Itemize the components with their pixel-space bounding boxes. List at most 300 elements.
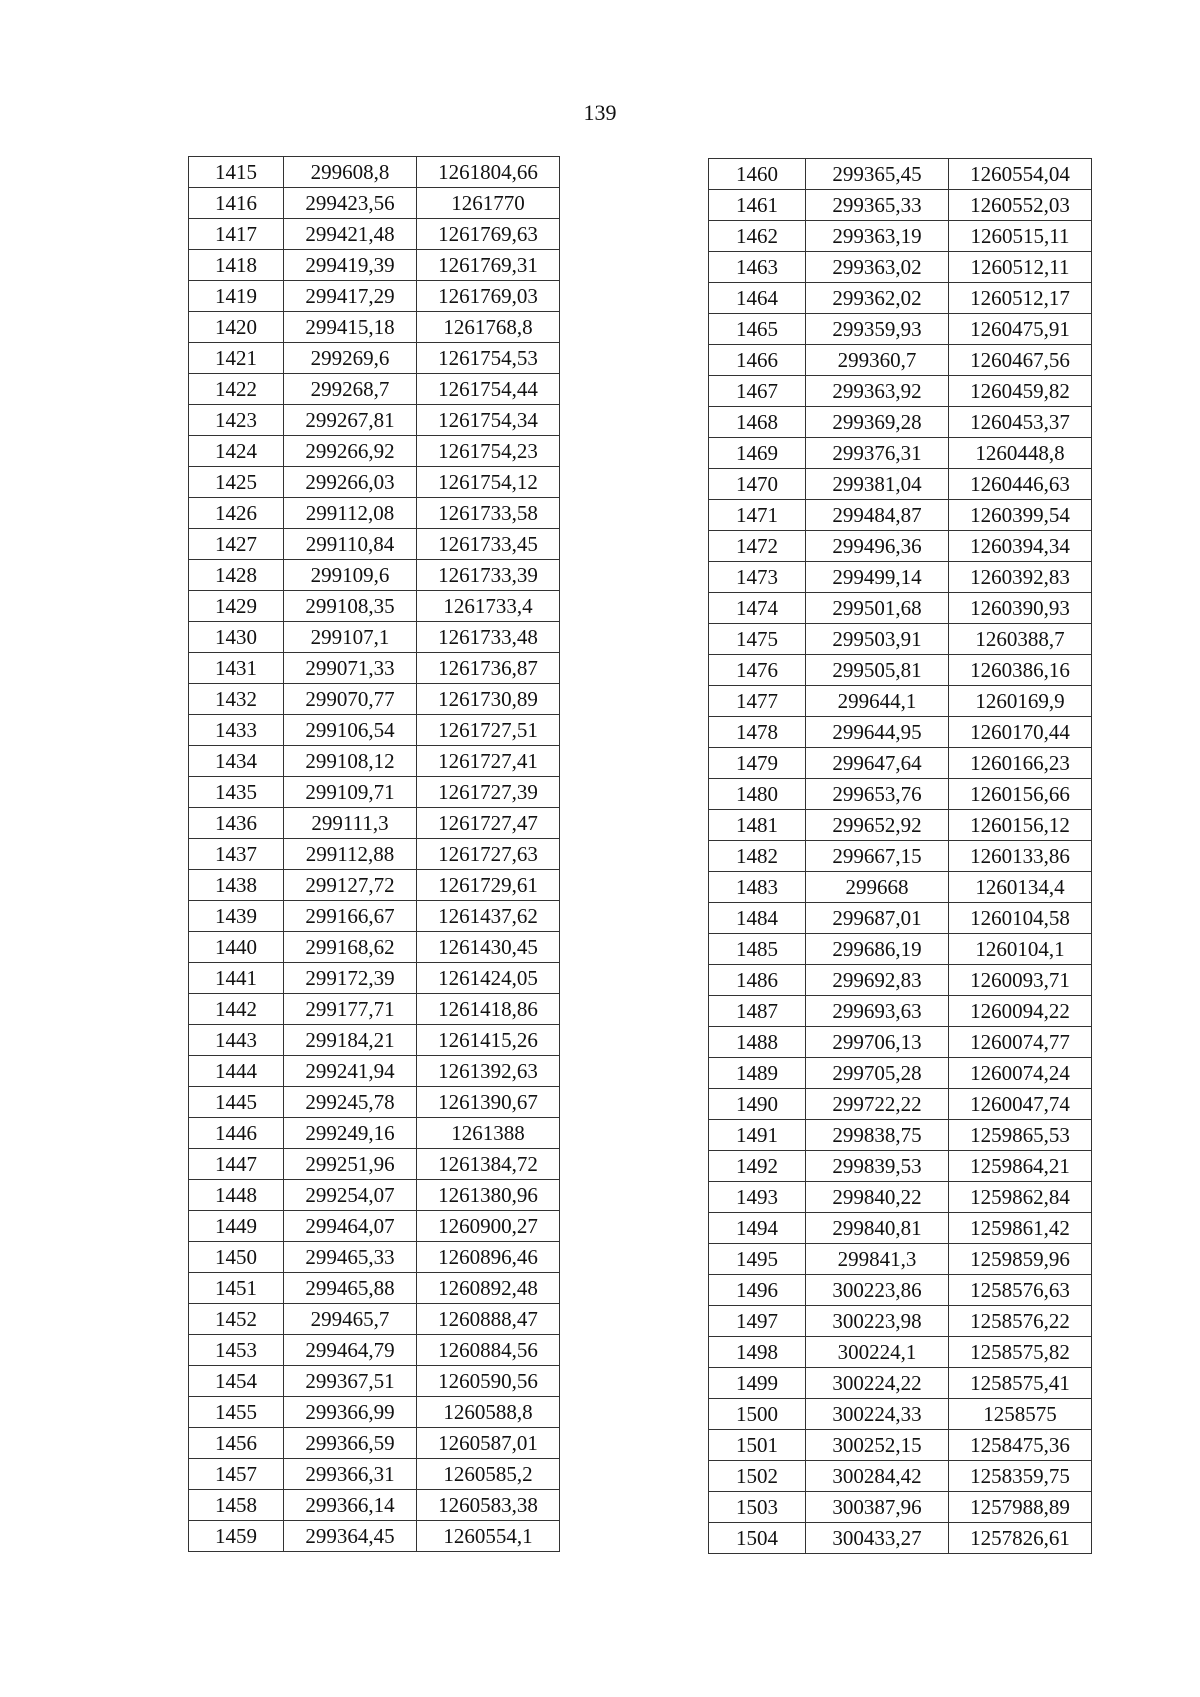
point-number-cell: 1439 <box>189 901 284 932</box>
x-coordinate-cell: 299505,81 <box>806 655 949 686</box>
y-coordinate-cell: 1260552,03 <box>949 190 1092 221</box>
point-number-cell: 1500 <box>709 1399 806 1430</box>
x-coordinate-cell: 299464,07 <box>284 1211 417 1242</box>
x-coordinate-cell: 300224,33 <box>806 1399 949 1430</box>
table-row <box>709 1523 1092 1554</box>
x-coordinate-cell: 299108,12 <box>284 746 417 777</box>
y-coordinate-cell: 1260388,7 <box>949 624 1092 655</box>
x-coordinate-cell: 299839,53 <box>806 1151 949 1182</box>
y-coordinate-cell: 1260093,71 <box>949 965 1092 996</box>
point-number-cell: 1447 <box>189 1149 284 1180</box>
x-coordinate-cell: 299465,33 <box>284 1242 417 1273</box>
x-coordinate-cell: 299254,07 <box>284 1180 417 1211</box>
point-number-cell: 1454 <box>189 1366 284 1397</box>
x-coordinate-cell: 299110,84 <box>284 529 417 560</box>
table-row <box>709 562 1092 593</box>
point-number-cell: 1478 <box>709 717 806 748</box>
table-row <box>189 219 560 250</box>
table-row <box>709 283 1092 314</box>
point-number-cell: 1440 <box>189 932 284 963</box>
x-coordinate-cell: 299644,95 <box>806 717 949 748</box>
y-coordinate-cell: 1261754,12 <box>417 467 560 498</box>
y-coordinate-cell: 1260094,22 <box>949 996 1092 1027</box>
table-row <box>709 1399 1092 1430</box>
table-row <box>709 1337 1092 1368</box>
point-number-cell: 1474 <box>709 593 806 624</box>
table-row <box>709 655 1092 686</box>
y-coordinate-cell: 1260583,38 <box>417 1490 560 1521</box>
y-coordinate-cell: 1258475,36 <box>949 1430 1092 1461</box>
y-coordinate-cell: 1261733,39 <box>417 560 560 591</box>
x-coordinate-cell: 299364,45 <box>284 1521 417 1552</box>
point-number-cell: 1418 <box>189 250 284 281</box>
point-number-cell: 1492 <box>709 1151 806 1182</box>
point-number-cell: 1445 <box>189 1087 284 1118</box>
table-row <box>709 686 1092 717</box>
x-coordinate-cell: 300224,22 <box>806 1368 949 1399</box>
y-coordinate-cell: 1261392,63 <box>417 1056 560 1087</box>
y-coordinate-cell: 1260515,11 <box>949 221 1092 252</box>
table-row <box>189 1366 560 1397</box>
point-number-cell: 1419 <box>189 281 284 312</box>
y-coordinate-cell: 1261769,03 <box>417 281 560 312</box>
x-coordinate-cell: 299652,92 <box>806 810 949 841</box>
table-row <box>189 436 560 467</box>
table-row <box>189 281 560 312</box>
table-row <box>189 1149 560 1180</box>
table-row <box>709 717 1092 748</box>
table-row <box>709 996 1092 1027</box>
table-row <box>709 252 1092 283</box>
y-coordinate-cell: 1260134,4 <box>949 872 1092 903</box>
table-row <box>189 1273 560 1304</box>
point-number-cell: 1434 <box>189 746 284 777</box>
y-coordinate-cell: 1260169,9 <box>949 686 1092 717</box>
table-row <box>709 190 1092 221</box>
x-coordinate-cell: 299647,64 <box>806 748 949 779</box>
table-row <box>189 498 560 529</box>
point-number-cell: 1433 <box>189 715 284 746</box>
point-number-cell: 1457 <box>189 1459 284 1490</box>
table-row <box>189 1211 560 1242</box>
table-row <box>709 624 1092 655</box>
y-coordinate-cell: 1260074,24 <box>949 1058 1092 1089</box>
y-coordinate-cell: 1261390,67 <box>417 1087 560 1118</box>
y-coordinate-cell: 1260156,66 <box>949 779 1092 810</box>
table-row <box>189 777 560 808</box>
table-row <box>709 314 1092 345</box>
y-coordinate-cell: 1260399,54 <box>949 500 1092 531</box>
x-coordinate-cell: 299496,36 <box>806 531 949 562</box>
table-row <box>189 1118 560 1149</box>
table-row <box>189 1304 560 1335</box>
table-row <box>189 653 560 684</box>
x-coordinate-cell: 300433,27 <box>806 1523 949 1554</box>
point-number-cell: 1425 <box>189 467 284 498</box>
table-row <box>709 345 1092 376</box>
y-coordinate-cell: 1261754,34 <box>417 405 560 436</box>
x-coordinate-cell: 299366,31 <box>284 1459 417 1490</box>
coordinates-table-right <box>708 158 1092 1554</box>
table-row <box>189 1490 560 1521</box>
x-coordinate-cell: 300284,42 <box>806 1461 949 1492</box>
table-row <box>189 1428 560 1459</box>
y-coordinate-cell: 1261754,23 <box>417 436 560 467</box>
x-coordinate-cell: 299365,33 <box>806 190 949 221</box>
y-coordinate-cell: 1260585,2 <box>417 1459 560 1490</box>
y-coordinate-cell: 1260392,83 <box>949 562 1092 593</box>
table-row <box>189 560 560 591</box>
x-coordinate-cell: 299644,1 <box>806 686 949 717</box>
table-row <box>189 1242 560 1273</box>
x-coordinate-cell: 299376,31 <box>806 438 949 469</box>
point-number-cell: 1467 <box>709 376 806 407</box>
x-coordinate-cell: 299840,81 <box>806 1213 949 1244</box>
table-row <box>189 188 560 219</box>
table-row <box>709 1368 1092 1399</box>
point-number-cell: 1468 <box>709 407 806 438</box>
point-number-cell: 1484 <box>709 903 806 934</box>
y-coordinate-cell: 1260888,47 <box>417 1304 560 1335</box>
x-coordinate-cell: 299366,59 <box>284 1428 417 1459</box>
y-coordinate-cell: 1260587,01 <box>417 1428 560 1459</box>
point-number-cell: 1430 <box>189 622 284 653</box>
y-coordinate-cell: 1260590,56 <box>417 1366 560 1397</box>
table-row <box>189 312 560 343</box>
y-coordinate-cell: 1261388 <box>417 1118 560 1149</box>
table-row <box>709 469 1092 500</box>
x-coordinate-cell: 299107,1 <box>284 622 417 653</box>
point-number-cell: 1483 <box>709 872 806 903</box>
y-coordinate-cell: 1260554,04 <box>949 159 1092 190</box>
point-number-cell: 1471 <box>709 500 806 531</box>
point-number-cell: 1488 <box>709 1027 806 1058</box>
x-coordinate-cell: 299667,15 <box>806 841 949 872</box>
x-coordinate-cell: 299381,04 <box>806 469 949 500</box>
y-coordinate-cell: 1260896,46 <box>417 1242 560 1273</box>
x-coordinate-cell: 299465,7 <box>284 1304 417 1335</box>
point-number-cell: 1417 <box>189 219 284 250</box>
point-number-cell: 1465 <box>709 314 806 345</box>
x-coordinate-cell: 299501,68 <box>806 593 949 624</box>
table-row <box>709 1306 1092 1337</box>
point-number-cell: 1496 <box>709 1275 806 1306</box>
point-number-cell: 1432 <box>189 684 284 715</box>
x-coordinate-cell: 299465,88 <box>284 1273 417 1304</box>
point-number-cell: 1423 <box>189 405 284 436</box>
y-coordinate-cell: 1260104,58 <box>949 903 1092 934</box>
table-row <box>709 1027 1092 1058</box>
x-coordinate-cell: 300223,98 <box>806 1306 949 1337</box>
point-number-cell: 1452 <box>189 1304 284 1335</box>
point-number-cell: 1482 <box>709 841 806 872</box>
x-coordinate-cell: 299417,29 <box>284 281 417 312</box>
table-row <box>709 872 1092 903</box>
x-coordinate-cell: 299687,01 <box>806 903 949 934</box>
point-number-cell: 1424 <box>189 436 284 467</box>
x-coordinate-cell: 299369,28 <box>806 407 949 438</box>
table-row <box>709 1492 1092 1523</box>
point-number-cell: 1443 <box>189 1025 284 1056</box>
table-row <box>709 159 1092 190</box>
y-coordinate-cell: 1261424,05 <box>417 963 560 994</box>
y-coordinate-cell: 1259861,42 <box>949 1213 1092 1244</box>
x-coordinate-cell: 299419,39 <box>284 250 417 281</box>
y-coordinate-cell: 1261727,39 <box>417 777 560 808</box>
x-coordinate-cell: 299112,08 <box>284 498 417 529</box>
y-coordinate-cell: 1260892,48 <box>417 1273 560 1304</box>
table-row <box>709 593 1092 624</box>
x-coordinate-cell: 299070,77 <box>284 684 417 715</box>
point-number-cell: 1426 <box>189 498 284 529</box>
x-coordinate-cell: 299359,93 <box>806 314 949 345</box>
point-number-cell: 1501 <box>709 1430 806 1461</box>
table-row <box>709 438 1092 469</box>
table-row <box>189 405 560 436</box>
y-coordinate-cell: 1260047,74 <box>949 1089 1092 1120</box>
table-row <box>189 1025 560 1056</box>
table-row <box>189 529 560 560</box>
y-coordinate-cell: 1257988,89 <box>949 1492 1092 1523</box>
page-number: 139 <box>583 100 617 125</box>
table-row <box>709 1244 1092 1275</box>
y-coordinate-cell: 1260133,86 <box>949 841 1092 872</box>
y-coordinate-cell: 1260104,1 <box>949 934 1092 965</box>
point-number-cell: 1481 <box>709 810 806 841</box>
y-coordinate-cell: 1258575,41 <box>949 1368 1092 1399</box>
x-coordinate-cell: 299266,92 <box>284 436 417 467</box>
y-coordinate-cell: 1261754,44 <box>417 374 560 405</box>
table-row <box>189 808 560 839</box>
point-number-cell: 1487 <box>709 996 806 1027</box>
x-coordinate-cell: 299503,91 <box>806 624 949 655</box>
point-number-cell: 1427 <box>189 529 284 560</box>
y-coordinate-cell: 1261733,4 <box>417 591 560 622</box>
y-coordinate-cell: 1258576,63 <box>949 1275 1092 1306</box>
x-coordinate-cell: 299363,92 <box>806 376 949 407</box>
table-row <box>709 1213 1092 1244</box>
y-coordinate-cell: 1261384,72 <box>417 1149 560 1180</box>
x-coordinate-cell: 299366,14 <box>284 1490 417 1521</box>
y-coordinate-cell: 1260074,77 <box>949 1027 1092 1058</box>
point-number-cell: 1503 <box>709 1492 806 1523</box>
x-coordinate-cell: 300224,1 <box>806 1337 949 1368</box>
table-row <box>189 746 560 777</box>
table-row <box>709 1058 1092 1089</box>
x-coordinate-cell: 299251,96 <box>284 1149 417 1180</box>
y-coordinate-cell: 1261727,63 <box>417 839 560 870</box>
table-row <box>189 374 560 405</box>
point-number-cell: 1475 <box>709 624 806 655</box>
x-coordinate-cell: 299269,6 <box>284 343 417 374</box>
point-number-cell: 1436 <box>189 808 284 839</box>
y-coordinate-cell: 1260588,8 <box>417 1397 560 1428</box>
x-coordinate-cell: 299366,99 <box>284 1397 417 1428</box>
table-row <box>189 870 560 901</box>
table-row <box>709 779 1092 810</box>
x-coordinate-cell: 299464,79 <box>284 1335 417 1366</box>
y-coordinate-cell: 1261430,45 <box>417 932 560 963</box>
table-row <box>709 1089 1092 1120</box>
x-coordinate-cell: 299367,51 <box>284 1366 417 1397</box>
y-coordinate-cell: 1260170,44 <box>949 717 1092 748</box>
table-row <box>189 839 560 870</box>
point-number-cell: 1499 <box>709 1368 806 1399</box>
y-coordinate-cell: 1259865,53 <box>949 1120 1092 1151</box>
point-number-cell: 1435 <box>189 777 284 808</box>
point-number-cell: 1444 <box>189 1056 284 1087</box>
y-coordinate-cell: 1261415,26 <box>417 1025 560 1056</box>
point-number-cell: 1449 <box>189 1211 284 1242</box>
table-row <box>189 1459 560 1490</box>
y-coordinate-cell: 1260512,17 <box>949 283 1092 314</box>
point-number-cell: 1497 <box>709 1306 806 1337</box>
point-number-cell: 1473 <box>709 562 806 593</box>
x-coordinate-cell: 299706,13 <box>806 1027 949 1058</box>
y-coordinate-cell: 1261768,8 <box>417 312 560 343</box>
x-coordinate-cell: 299127,72 <box>284 870 417 901</box>
x-coordinate-cell: 300252,15 <box>806 1430 949 1461</box>
point-number-cell: 1498 <box>709 1337 806 1368</box>
table-row <box>189 1087 560 1118</box>
point-number-cell: 1437 <box>189 839 284 870</box>
y-coordinate-cell: 1261733,48 <box>417 622 560 653</box>
point-number-cell: 1464 <box>709 283 806 314</box>
x-coordinate-cell: 299184,21 <box>284 1025 417 1056</box>
x-coordinate-cell: 299249,16 <box>284 1118 417 1149</box>
y-coordinate-cell: 1260459,82 <box>949 376 1092 407</box>
y-coordinate-cell: 1260475,91 <box>949 314 1092 345</box>
table-row <box>189 715 560 746</box>
y-coordinate-cell: 1260900,27 <box>417 1211 560 1242</box>
table-row <box>709 934 1092 965</box>
x-coordinate-cell: 299266,03 <box>284 467 417 498</box>
point-number-cell: 1448 <box>189 1180 284 1211</box>
point-number-cell: 1490 <box>709 1089 806 1120</box>
table-row <box>709 531 1092 562</box>
point-number-cell: 1491 <box>709 1120 806 1151</box>
y-coordinate-cell: 1258575 <box>949 1399 1092 1430</box>
point-number-cell: 1476 <box>709 655 806 686</box>
table-row <box>709 1275 1092 1306</box>
y-coordinate-cell: 1261733,58 <box>417 498 560 529</box>
point-number-cell: 1416 <box>189 188 284 219</box>
y-coordinate-cell: 1259859,96 <box>949 1244 1092 1275</box>
x-coordinate-cell: 299109,6 <box>284 560 417 591</box>
x-coordinate-cell: 300223,86 <box>806 1275 949 1306</box>
point-number-cell: 1504 <box>709 1523 806 1554</box>
y-coordinate-cell: 1260884,56 <box>417 1335 560 1366</box>
table-row <box>709 1151 1092 1182</box>
y-coordinate-cell: 1260453,37 <box>949 407 1092 438</box>
point-number-cell: 1453 <box>189 1335 284 1366</box>
x-coordinate-cell: 299499,14 <box>806 562 949 593</box>
table-row <box>189 1056 560 1087</box>
y-coordinate-cell: 1261727,47 <box>417 808 560 839</box>
table-row <box>709 1430 1092 1461</box>
y-coordinate-cell: 1261727,41 <box>417 746 560 777</box>
y-coordinate-cell: 1259862,84 <box>949 1182 1092 1213</box>
y-coordinate-cell: 1261729,61 <box>417 870 560 901</box>
y-coordinate-cell: 1260512,11 <box>949 252 1092 283</box>
y-coordinate-cell: 1261770 <box>417 188 560 219</box>
point-number-cell: 1461 <box>709 190 806 221</box>
x-coordinate-cell: 299692,83 <box>806 965 949 996</box>
y-coordinate-cell: 1260394,34 <box>949 531 1092 562</box>
y-coordinate-cell: 1260467,56 <box>949 345 1092 376</box>
table-row <box>709 1120 1092 1151</box>
y-coordinate-cell: 1261769,63 <box>417 219 560 250</box>
table-row <box>709 748 1092 779</box>
x-coordinate-cell: 299705,28 <box>806 1058 949 1089</box>
table-row <box>189 994 560 1025</box>
x-coordinate-cell: 299365,45 <box>806 159 949 190</box>
y-coordinate-cell: 1260446,63 <box>949 469 1092 500</box>
point-number-cell: 1502 <box>709 1461 806 1492</box>
x-coordinate-cell: 299168,62 <box>284 932 417 963</box>
y-coordinate-cell: 1260554,1 <box>417 1521 560 1552</box>
table-row <box>709 1461 1092 1492</box>
y-coordinate-cell: 1258359,75 <box>949 1461 1092 1492</box>
x-coordinate-cell: 299360,7 <box>806 345 949 376</box>
point-number-cell: 1458 <box>189 1490 284 1521</box>
point-number-cell: 1429 <box>189 591 284 622</box>
point-number-cell: 1469 <box>709 438 806 469</box>
x-coordinate-cell: 299363,02 <box>806 252 949 283</box>
point-number-cell: 1486 <box>709 965 806 996</box>
x-coordinate-cell: 300387,96 <box>806 1492 949 1523</box>
table-row <box>709 407 1092 438</box>
point-number-cell: 1480 <box>709 779 806 810</box>
point-number-cell: 1466 <box>709 345 806 376</box>
y-coordinate-cell: 1258575,82 <box>949 1337 1092 1368</box>
point-number-cell: 1446 <box>189 1118 284 1149</box>
table-row <box>709 903 1092 934</box>
x-coordinate-cell: 299177,71 <box>284 994 417 1025</box>
y-coordinate-cell: 1261437,62 <box>417 901 560 932</box>
coordinates-table-left <box>188 156 560 1552</box>
table-row <box>189 157 560 188</box>
x-coordinate-cell: 299106,54 <box>284 715 417 746</box>
x-coordinate-cell: 299693,63 <box>806 996 949 1027</box>
y-coordinate-cell: 1261804,66 <box>417 157 560 188</box>
point-number-cell: 1462 <box>709 221 806 252</box>
x-coordinate-cell: 299241,94 <box>284 1056 417 1087</box>
y-coordinate-cell: 1259864,21 <box>949 1151 1092 1182</box>
point-number-cell: 1422 <box>189 374 284 405</box>
table-row <box>189 1521 560 1552</box>
point-number-cell: 1455 <box>189 1397 284 1428</box>
point-number-cell: 1459 <box>189 1521 284 1552</box>
point-number-cell: 1450 <box>189 1242 284 1273</box>
table-row <box>189 1397 560 1428</box>
point-number-cell: 1485 <box>709 934 806 965</box>
y-coordinate-cell: 1257826,61 <box>949 1523 1092 1554</box>
point-number-cell: 1441 <box>189 963 284 994</box>
x-coordinate-cell: 299111,3 <box>284 808 417 839</box>
x-coordinate-cell: 299268,7 <box>284 374 417 405</box>
table-row <box>709 841 1092 872</box>
point-number-cell: 1421 <box>189 343 284 374</box>
x-coordinate-cell: 299722,22 <box>806 1089 949 1120</box>
x-coordinate-cell: 299108,35 <box>284 591 417 622</box>
table-row <box>189 901 560 932</box>
y-coordinate-cell: 1258576,22 <box>949 1306 1092 1337</box>
x-coordinate-cell: 299608,8 <box>284 157 417 188</box>
point-number-cell: 1463 <box>709 252 806 283</box>
y-coordinate-cell: 1260156,12 <box>949 810 1092 841</box>
y-coordinate-cell: 1261727,51 <box>417 715 560 746</box>
